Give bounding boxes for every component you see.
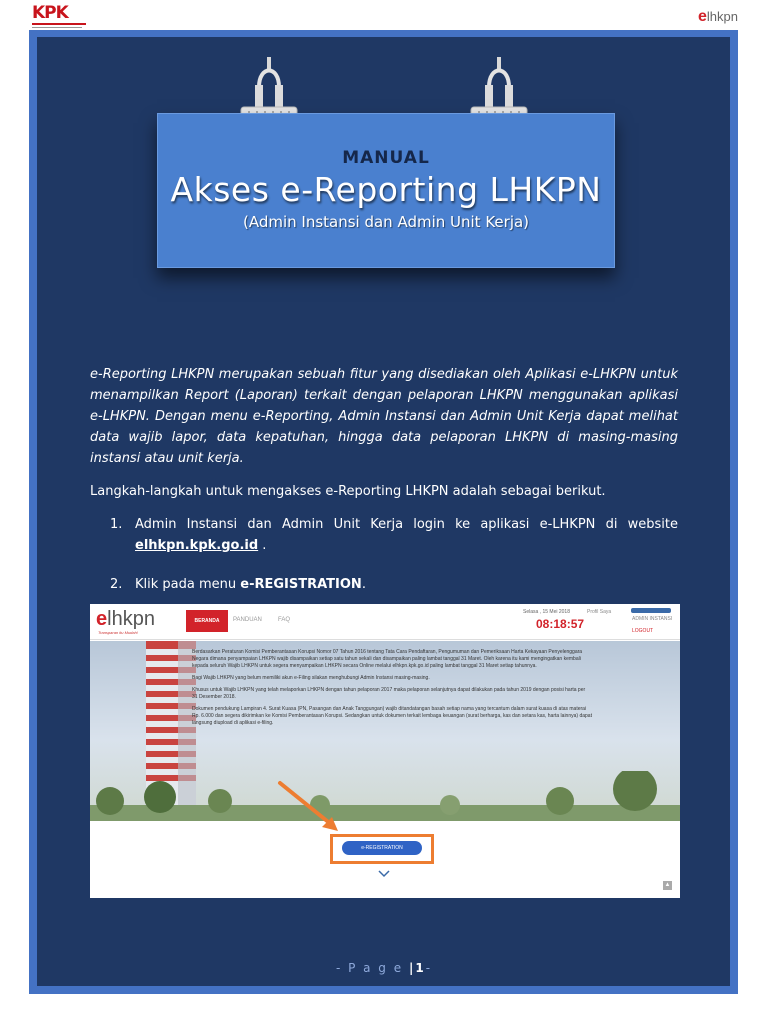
user-bar	[631, 608, 671, 613]
kpk-logo-subline	[32, 27, 82, 28]
elhkpn-logo-e: e	[698, 8, 707, 25]
page-footer	[0, 961, 768, 975]
announcement-text	[192, 649, 592, 732]
elhkpn-logo	[698, 8, 738, 26]
page-number: 1	[415, 961, 426, 975]
step-text: Admin Instansi dan Admin Unit Kerja login ke aplikasi e-LHKPN di website	[135, 517, 678, 532]
screenshot-lower	[90, 821, 680, 898]
scroll-top-icon[interactable]: ▲	[664, 882, 671, 888]
announcement-paragraph: Khusus untuk Wajib LHKPN yang telah melaporkan LHKPN dengan tahun pelaporan 2017 maka pelaporan selanjutnya dapat dilakukan pada tahun 2019 dengan posisi harta per 31 Desember 2018.	[192, 687, 586, 700]
e-registration-button[interactable]: e-REGISTRATION	[342, 841, 422, 855]
app-screenshot	[90, 604, 680, 898]
announcement-paragraph: Bagi Wajib LHKPN yang belum memiliki akun e-Filing silakan menghubungi Admin Instansi masing-masing.	[192, 675, 430, 681]
kpk-logo	[32, 5, 102, 31]
step-text-after: .	[361, 577, 366, 592]
step-item	[90, 574, 678, 595]
page-trail: -	[425, 961, 433, 975]
page-content-area	[37, 37, 730, 986]
admin-role-label: ADMIN INSTANSI	[632, 616, 673, 622]
pointer-arrow-icon	[276, 779, 346, 839]
trees-image	[90, 771, 680, 821]
document-title: Akses e-Reporting LHKPN	[170, 170, 602, 209]
nav-beranda[interactable]: BERANDA	[186, 610, 228, 632]
document-subtitle: (Admin Instansi dan Admin Unit Kerja)	[242, 213, 530, 231]
page-label: - P a g e	[335, 961, 404, 975]
step-text: Klik pada menu	[135, 577, 241, 592]
nav-panduan[interactable]: PANDUAN	[233, 617, 262, 623]
body-text	[90, 364, 678, 595]
screenshot-hero	[90, 641, 680, 821]
title-sign	[157, 113, 615, 268]
step-item	[90, 514, 678, 556]
profile-image[interactable]: Profil Saya	[587, 609, 612, 615]
nav-faq[interactable]: FAQ	[278, 617, 291, 623]
steps-lead: Langkah-langkah untuk mengakses e-Reporting LHKPN adalah sebagai berikut.	[90, 484, 606, 499]
menu-name: e-REGISTRATION	[240, 577, 362, 592]
screenshot-logo-text: lhkpn	[107, 608, 155, 630]
screenshot-header	[90, 604, 680, 640]
screenshot-logo-e: e	[96, 608, 108, 630]
kpk-logo-bar	[32, 23, 86, 25]
logout-link[interactable]: LOGOUT	[632, 628, 654, 634]
step-number: 1.	[110, 517, 123, 532]
page-separator: |	[408, 961, 416, 975]
elhkpn-logo-text: lhkpn	[706, 9, 738, 24]
announcement-paragraph: Dokumen pendukung Lampiran 4. Surat Kuasa (PN, Pasangan dan Anak Tanggungan) wajib ditandatangan basah setiap nama yang tercantum dalam surat kuasa di atas materai Rp. 6.000 dan segera dikirimkan ke Komisi Pemberantasan Korupsi. Sedangkan untuk dokumen terkait lembaga keuangan (surat berharga, kas dan setara kas, harta lainnya) dapat langsung diupload di aplikasi e-filing.	[192, 706, 592, 726]
step-text-after: .	[258, 538, 267, 553]
screenshot-tagline: Transparan itu Mudah!	[98, 630, 138, 635]
kpk-logo-text: KPK	[32, 3, 68, 23]
sign-label: MANUAL	[342, 148, 430, 168]
website-link[interactable]: elhkpn.kpk.go.id	[135, 538, 259, 553]
screenshot-logo	[96, 608, 155, 631]
screenshot-date: Selasa , 15 Mei 2018	[523, 609, 570, 615]
announcement-paragraph: Berdasarkan Peraturan Komisi Pemberantasan Korupsi Nomor 07 Tahun 2016 tentang Tata Cara Pendaftaran, Pengumuman dan Pemeriksaan Harta Kekayaan Penyelenggara Negara dimana penyampaian LHKPN wajib disampaikan setiap satu tahun sekali dan disampaikan paling lambat tanggal 31 Maret. Oleh karena itu kami mengingatkan kembali kepada seluruh Wajib LHKPN untuk segera menyampaikan LHKPN secara Online melalui elhkpn.kpk.go.id paling lambat tanggal 31 Maret setiap tahunnya.	[192, 649, 583, 669]
step-number: 2.	[110, 577, 123, 592]
page-frame	[29, 30, 738, 994]
intro-paragraph: e-Reporting LHKPN merupakan sebuah fitur yang disediakan oleh Aplikasi e-LHKPN untuk menampilkan Report (Laporan) terkait dengan pelaporan LHKPN menggunakan aplikasi e-LHKPN. Dengan menu e-Reporting, Admin Instansi dan Admin Unit Kerja dapat melihat data wajib lapor, data kepatuhan, hingga data pelaporan LHKPN di masing-masing instansi atau unit kerja.	[90, 367, 678, 466]
screenshot-clock: 08:18:57	[536, 617, 585, 631]
chevron-down-icon[interactable]	[378, 870, 390, 878]
